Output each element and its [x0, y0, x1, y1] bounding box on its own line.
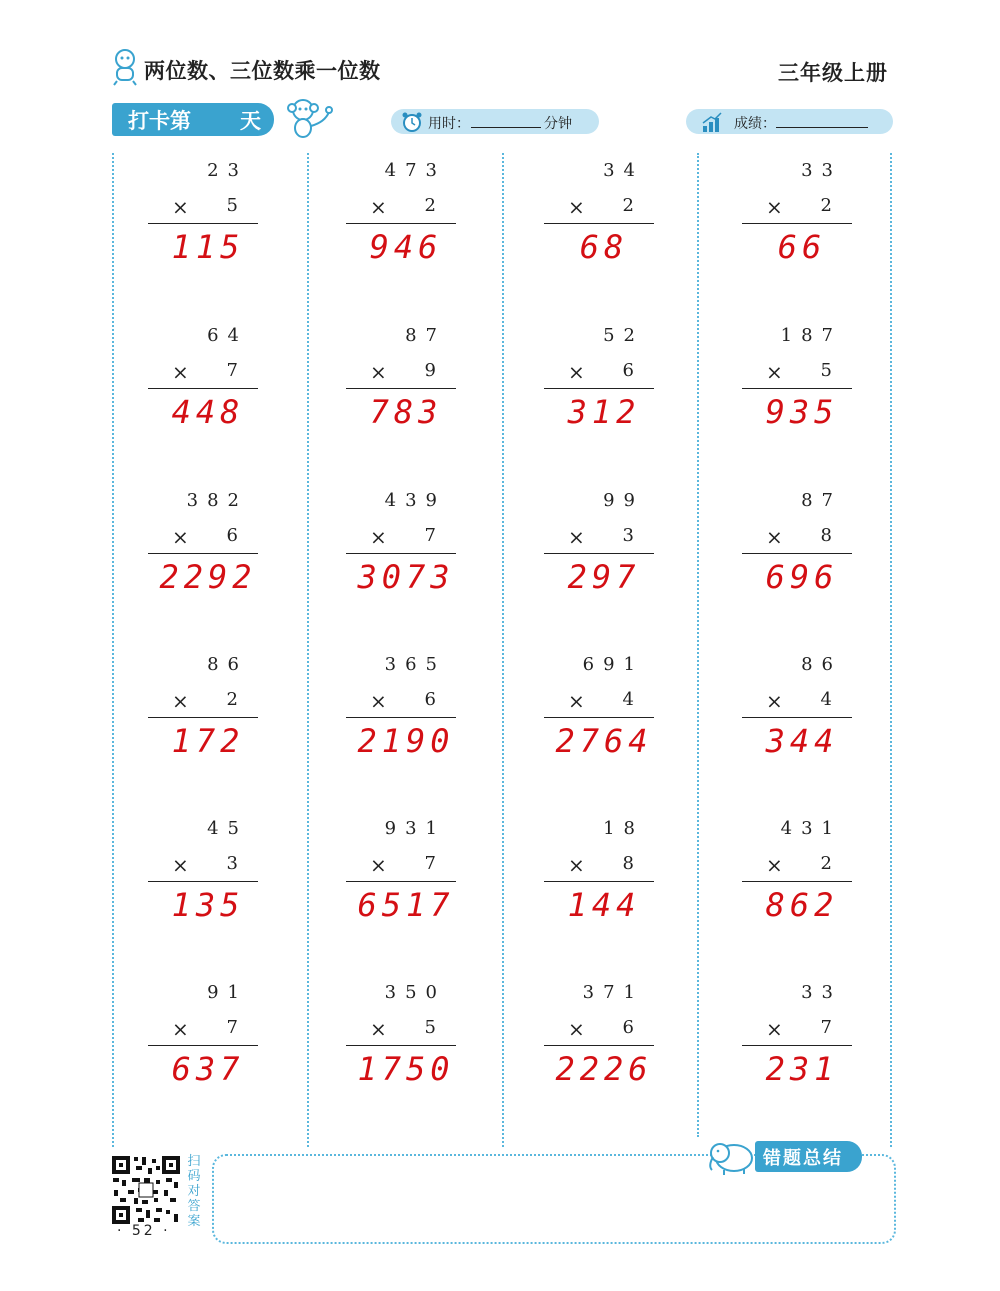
multiply-sign: ×	[370, 525, 387, 549]
time-blank[interactable]	[471, 127, 541, 128]
handwritten-answer: 783	[369, 393, 443, 431]
problem-cell	[544, 325, 654, 465]
mistake-summary-label: 错题总结	[763, 1148, 843, 1169]
multiply-sign: ×	[370, 360, 387, 384]
sum-line	[148, 1045, 258, 1046]
multiplicand: 350	[384, 982, 446, 1003]
sum-line	[148, 388, 258, 389]
handwritten-answer: 144	[567, 886, 641, 924]
column-divider	[502, 153, 504, 1147]
handwritten-answer: 172	[171, 722, 245, 760]
multiplier: 5	[820, 360, 832, 381]
problem-cell	[544, 982, 654, 1122]
multiplicand: 187	[780, 325, 842, 346]
multiplier: 9	[424, 360, 436, 381]
elephant-icon	[704, 1136, 758, 1176]
multiply-sign: ×	[568, 853, 585, 877]
grade-label: 三年级上册	[778, 61, 888, 85]
handwritten-answer: 637	[171, 1050, 245, 1088]
multiply-sign: ×	[766, 853, 783, 877]
problem-cell	[148, 325, 258, 465]
problem-cell	[148, 160, 258, 300]
multiplier: 2	[622, 195, 634, 216]
multiplicand: 99	[603, 490, 644, 511]
multiplier: 7	[226, 360, 238, 381]
multiply-sign: ×	[370, 689, 387, 713]
page-title: 两位数、三位数乘一位数	[144, 59, 381, 83]
sum-line	[346, 553, 456, 554]
problem-cell	[544, 490, 654, 630]
multiplier: 6	[226, 525, 238, 546]
multiply-sign: ×	[370, 1017, 387, 1041]
sum-line	[148, 553, 258, 554]
mistake-summary-tag	[755, 1141, 862, 1172]
monkey-icon	[281, 96, 335, 140]
multiplicand: 87	[405, 325, 446, 346]
growth-chart-icon	[701, 111, 723, 133]
scan-answers-label: 扫码对答案	[187, 1154, 201, 1229]
multiplier: 2	[820, 195, 832, 216]
handwritten-answer: 1750	[357, 1050, 455, 1088]
multiply-sign: ×	[172, 689, 189, 713]
problem-cell	[544, 160, 654, 300]
multiplicand: 64	[207, 325, 248, 346]
sum-line	[148, 223, 258, 224]
multiplicand: 33	[801, 982, 842, 1003]
handwritten-answer: 297	[567, 558, 641, 596]
multiplier: 6	[622, 360, 634, 381]
problem-cell	[346, 654, 456, 794]
time-label: 用时：	[428, 116, 470, 132]
problem-cell	[148, 818, 258, 958]
multiplicand: 45	[207, 818, 248, 839]
score-field	[686, 109, 893, 134]
multiply-sign: ×	[172, 525, 189, 549]
multiplier: 2	[424, 195, 436, 216]
multiplier: 8	[622, 853, 634, 874]
problem-cell	[346, 490, 456, 630]
handwritten-answer: 862	[765, 886, 839, 924]
multiply-sign: ×	[766, 1017, 783, 1041]
multiply-sign: ×	[568, 689, 585, 713]
multiply-sign: ×	[370, 853, 387, 877]
column-border	[890, 153, 892, 1147]
handwritten-answer: 66	[777, 228, 827, 266]
multiply-sign: ×	[568, 525, 585, 549]
sum-line	[346, 223, 456, 224]
sum-line	[544, 223, 654, 224]
problem-cell	[148, 654, 258, 794]
multiplier: 4	[820, 689, 832, 710]
multiplier: 6	[622, 1017, 634, 1038]
column-divider	[307, 153, 309, 1147]
page-number: · 52 ·	[117, 1223, 171, 1239]
multiply-sign: ×	[766, 525, 783, 549]
multiply-sign: ×	[568, 1017, 585, 1041]
sum-line	[544, 717, 654, 718]
handwritten-answer: 2190	[357, 722, 455, 760]
alarm-clock-icon	[401, 111, 423, 133]
sum-line	[544, 881, 654, 882]
multiplicand: 365	[384, 654, 446, 675]
multiply-sign: ×	[766, 195, 783, 219]
multiplier: 3	[226, 853, 238, 874]
sum-line	[148, 881, 258, 882]
sum-line	[148, 717, 258, 718]
multiplicand: 382	[186, 490, 248, 511]
problem-cell	[742, 982, 852, 1122]
multiplicand: 439	[384, 490, 446, 511]
problem-cell	[544, 654, 654, 794]
multiplicand: 371	[582, 982, 644, 1003]
problem-cell	[148, 490, 258, 630]
handwritten-answer: 135	[171, 886, 245, 924]
multiply-sign: ×	[172, 853, 189, 877]
handwritten-answer: 2292	[159, 558, 257, 596]
checkin-label: 打卡第	[128, 109, 191, 133]
handwritten-answer: 115	[171, 228, 245, 266]
mascot-logo-icon	[110, 48, 140, 86]
multiplier: 7	[820, 1017, 832, 1038]
handwritten-answer: 312	[567, 393, 641, 431]
sum-line	[346, 388, 456, 389]
multiplicand: 18	[603, 818, 644, 839]
sum-line	[742, 553, 852, 554]
multiplicand: 87	[801, 490, 842, 511]
sum-line	[346, 717, 456, 718]
checkin-day-label: 天	[240, 109, 261, 133]
handwritten-answer: 231	[765, 1050, 839, 1088]
multiplier: 5	[424, 1017, 436, 1038]
problem-cell	[148, 982, 258, 1122]
handwritten-answer: 946	[369, 228, 443, 266]
handwritten-answer: 935	[765, 393, 839, 431]
multiplicand: 86	[207, 654, 248, 675]
problem-cell	[346, 325, 456, 465]
problem-cell	[346, 982, 456, 1122]
multiplicand: 34	[603, 160, 644, 181]
sum-line	[742, 223, 852, 224]
multiplier: 7	[424, 853, 436, 874]
column-divider	[697, 153, 699, 1137]
problem-cell	[742, 325, 852, 465]
problem-cell	[742, 654, 852, 794]
sum-line	[346, 881, 456, 882]
time-field	[391, 109, 599, 134]
handwritten-answer: 6517	[357, 886, 455, 924]
multiply-sign: ×	[172, 360, 189, 384]
multiply-sign: ×	[568, 360, 585, 384]
multiplier: 2	[820, 853, 832, 874]
multiplicand: 52	[603, 325, 644, 346]
qr-code[interactable]	[110, 1154, 182, 1226]
multiplicand: 431	[780, 818, 842, 839]
handwritten-answer: 696	[765, 558, 839, 596]
multiplicand: 931	[384, 818, 446, 839]
sum-line	[742, 1045, 852, 1046]
handwritten-answer: 3073	[357, 558, 455, 596]
sum-line	[544, 1045, 654, 1046]
problem-cell	[346, 818, 456, 958]
multiply-sign: ×	[370, 195, 387, 219]
problem-cell	[544, 818, 654, 958]
multiplicand: 473	[384, 160, 446, 181]
score-blank[interactable]	[776, 127, 868, 128]
multiplier: 2	[226, 689, 238, 710]
multiplier: 5	[226, 195, 238, 216]
multiplier: 4	[622, 689, 634, 710]
multiplicand: 91	[207, 982, 248, 1003]
sum-line	[544, 553, 654, 554]
multiply-sign: ×	[766, 689, 783, 713]
sum-line	[742, 388, 852, 389]
column-border	[112, 153, 114, 1147]
handwritten-answer: 2226	[555, 1050, 653, 1088]
multiply-sign: ×	[568, 195, 585, 219]
multiplier: 7	[226, 1017, 238, 1038]
problem-cell	[346, 160, 456, 300]
multiplicand: 691	[582, 654, 644, 675]
multiplicand: 33	[801, 160, 842, 181]
multiplier: 6	[424, 689, 436, 710]
sum-line	[742, 881, 852, 882]
handwritten-answer: 344	[765, 722, 839, 760]
multiplier: 3	[622, 525, 634, 546]
handwritten-answer: 68	[579, 228, 629, 266]
sum-line	[544, 388, 654, 389]
multiply-sign: ×	[766, 360, 783, 384]
score-label: 成绩：	[734, 116, 776, 132]
multiplicand: 23	[207, 160, 248, 181]
problem-cell	[742, 160, 852, 300]
problem-cell	[742, 818, 852, 958]
multiplicand: 86	[801, 654, 842, 675]
multiplier: 7	[424, 525, 436, 546]
time-unit: 分钟	[544, 116, 572, 132]
sum-line	[742, 717, 852, 718]
checkin-banner	[112, 103, 274, 136]
handwritten-answer: 2764	[555, 722, 653, 760]
sum-line	[346, 1045, 456, 1046]
multiplier: 8	[820, 525, 832, 546]
problem-cell	[742, 490, 852, 630]
handwritten-answer: 448	[171, 393, 245, 431]
multiply-sign: ×	[172, 1017, 189, 1041]
multiply-sign: ×	[172, 195, 189, 219]
